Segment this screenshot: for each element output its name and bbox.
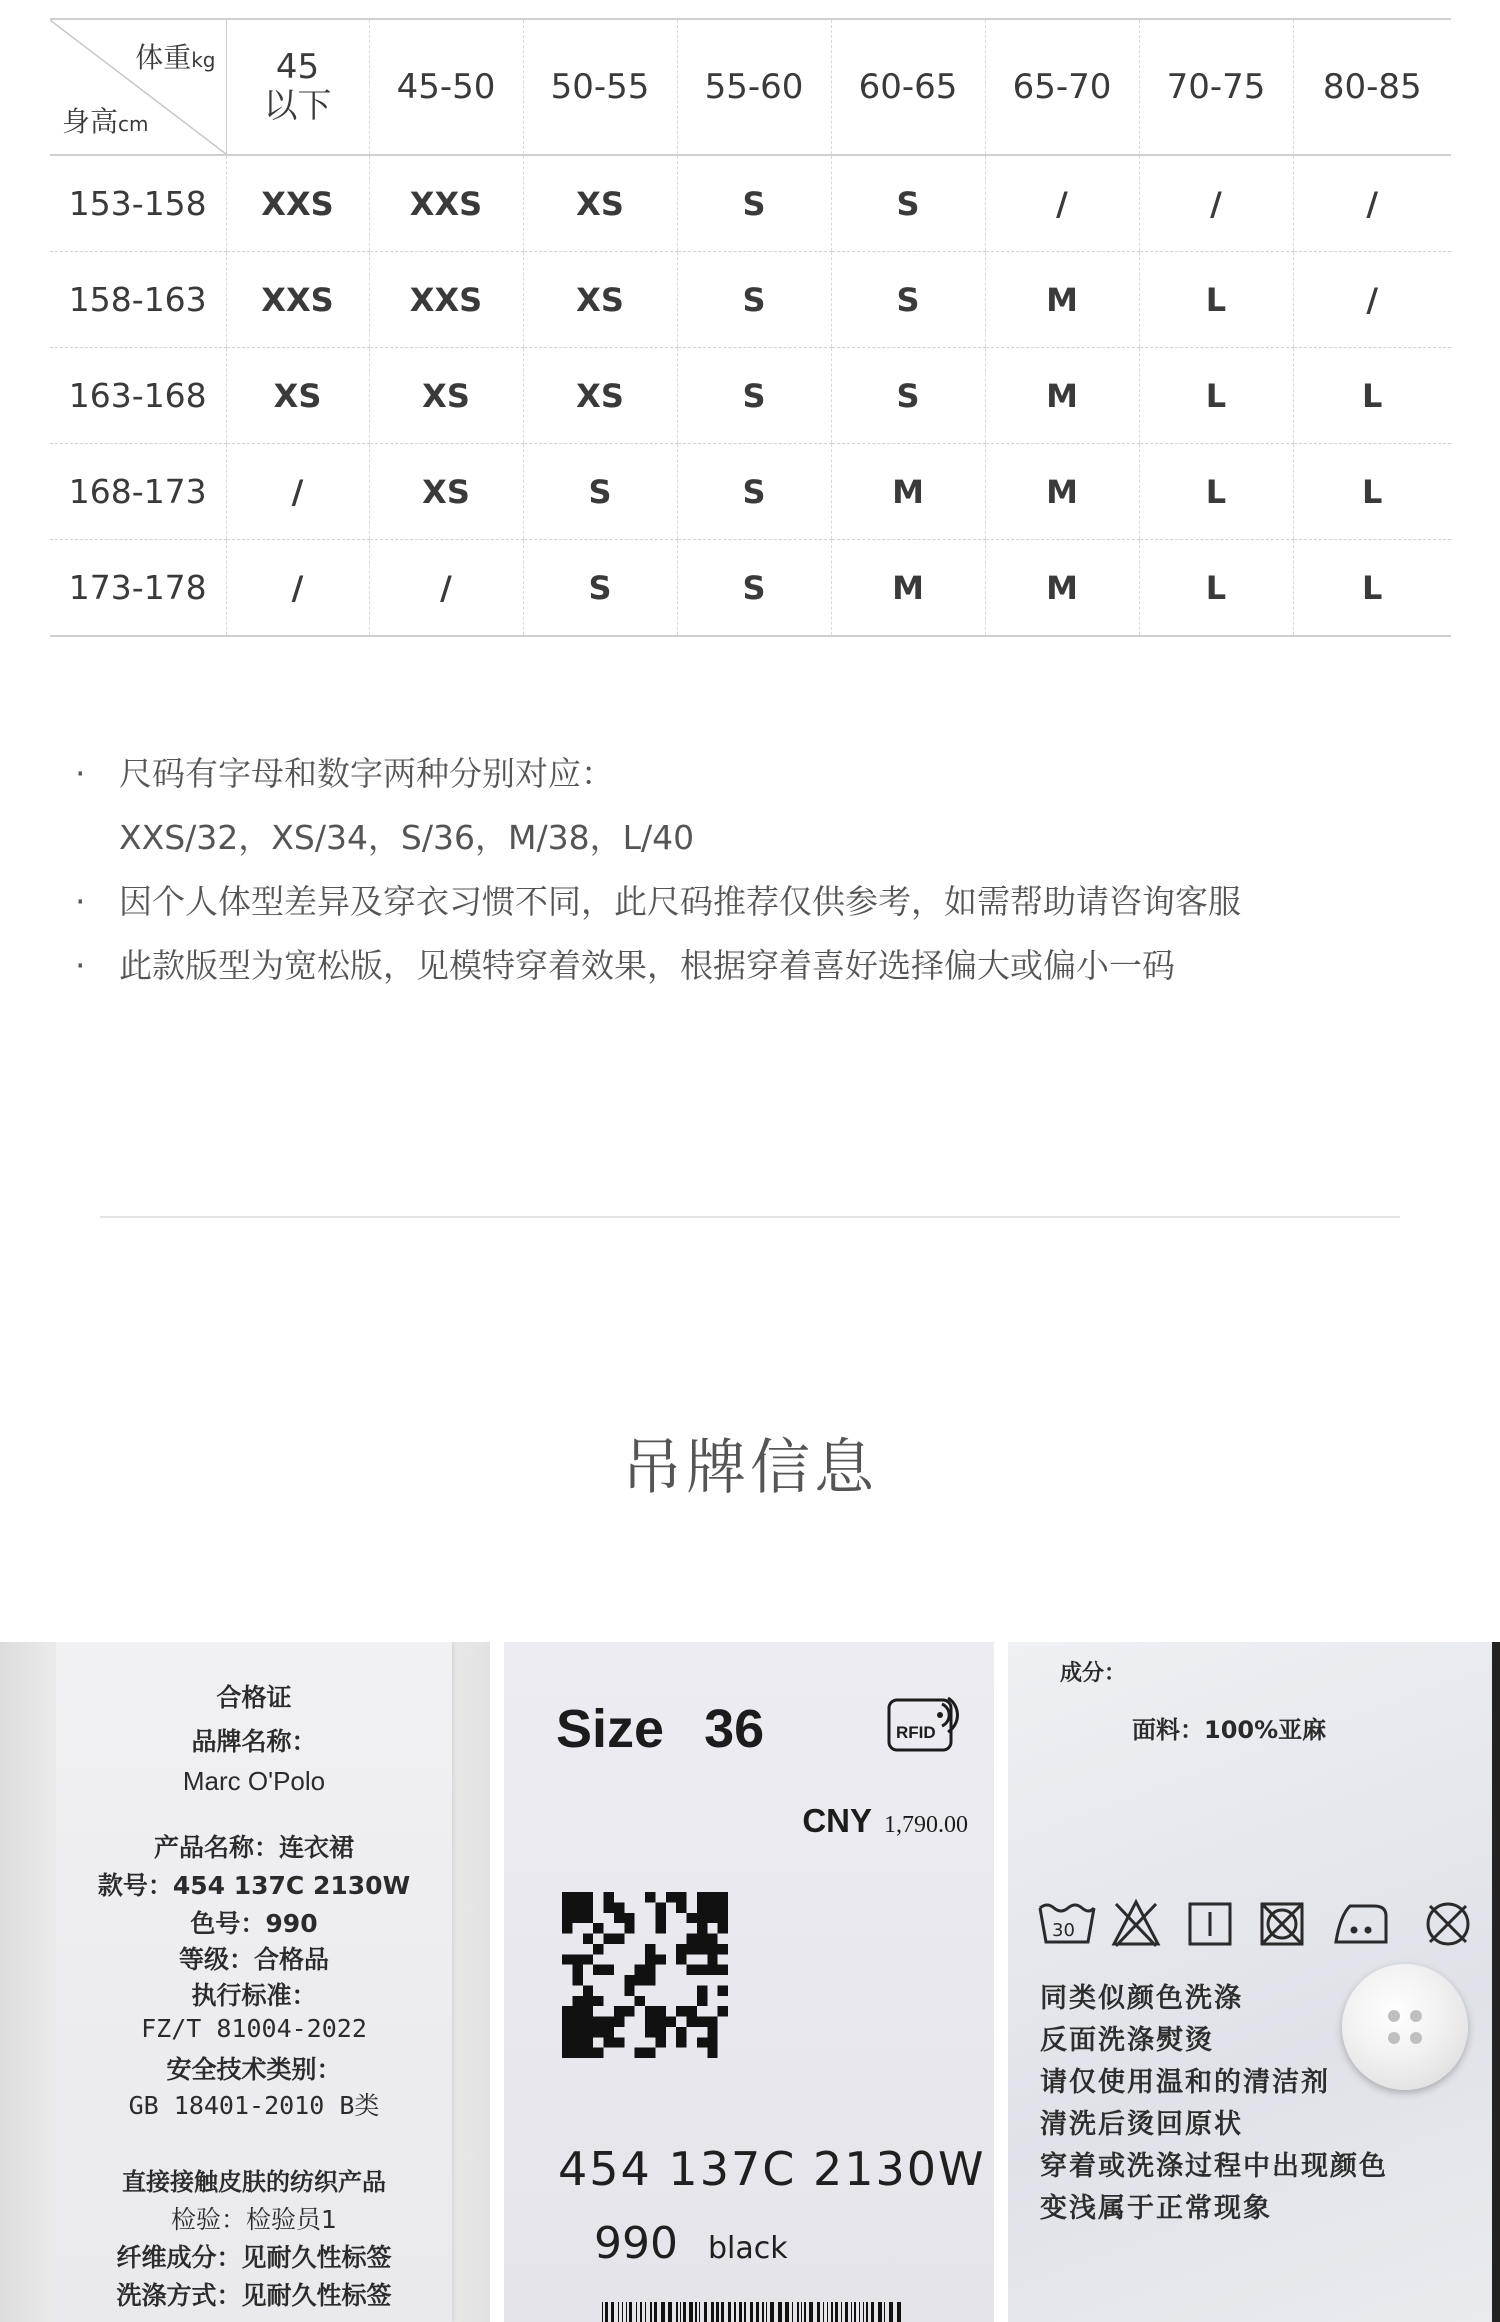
size-cell: / <box>985 155 1139 252</box>
no-bleach-icon <box>1114 1902 1158 1946</box>
size-cell: M <box>985 540 1139 637</box>
table-corner-header <box>50 19 226 155</box>
cert-fiber: 纤维成分：见耐久性标签 <box>116 2243 392 2272</box>
size-cell: M <box>831 444 985 540</box>
care-line: 反面洗涤熨烫 <box>1040 2025 1214 2056</box>
rfid-icon <box>886 1694 970 1756</box>
size-cell: / <box>1293 155 1451 252</box>
size-cell: S <box>677 540 831 637</box>
wash-30-icon <box>1040 1905 1094 1942</box>
note-item <box>75 742 1415 806</box>
size-cell: L <box>1293 348 1451 444</box>
size-cell: L <box>1139 540 1293 637</box>
barcode-icon <box>602 2302 902 2322</box>
cert-title: 合格证 <box>216 1683 292 1712</box>
size-cell: XS <box>369 348 523 444</box>
weight-column-header: 55-60 <box>677 19 831 155</box>
care-label-photo <box>1008 1642 1500 2322</box>
color-line <box>594 2218 788 2269</box>
shirt-button <box>1342 1964 1468 2090</box>
size-cell: M <box>985 252 1139 348</box>
weight-column-header: 65-70 <box>985 19 1139 155</box>
cert-standard: FZ/T 81004-2022 <box>141 2014 367 2043</box>
no-tumble-dry-icon <box>1262 1904 1302 1944</box>
section-title: 吊牌信息 <box>622 1433 878 1503</box>
qr-code-icon <box>562 1892 728 2058</box>
size-cell: XXS <box>369 252 523 348</box>
style-number: 454 137C 2130W <box>558 2142 986 2196</box>
weight-column-header: 50-55 <box>523 19 677 155</box>
size-cell: L <box>1139 348 1293 444</box>
size-cell: XXS <box>226 252 369 348</box>
table-row <box>50 444 1451 540</box>
care-line: 请仅使用温和的清洁剂 <box>1040 2067 1330 2098</box>
height-range-cell: 168-173 <box>50 444 226 540</box>
size-cell: S <box>677 444 831 540</box>
cert-product: 产品名称：连衣裙 <box>153 1833 354 1862</box>
note-text: 尺码有字母和数字两种分别对应： <box>119 754 614 793</box>
size-label: Size <box>556 1699 665 1759</box>
weight-column-header: 70-75 <box>1139 19 1293 155</box>
iron-medium-icon <box>1336 1906 1386 1942</box>
size-cell: XS <box>523 348 677 444</box>
size-cell: S <box>677 155 831 252</box>
size-cell: M <box>985 348 1139 444</box>
size-cell: S <box>831 348 985 444</box>
table-row <box>50 540 1451 637</box>
cert-contact: 直接接触皮肤的纺织产品 <box>122 2168 386 2196</box>
note-size-mapping: XXS/32，XS/34，S/36，M/38，L/40 <box>119 818 695 857</box>
cert-inspector: 检验：检验员1 <box>171 2205 337 2234</box>
height-range-cell: 158-163 <box>50 252 226 348</box>
height-axis-label: 身高cm <box>62 105 149 138</box>
photo-edge <box>1492 1642 1500 2322</box>
care-symbols <box>1036 1894 1486 1954</box>
price-tag-photo <box>504 1642 994 2322</box>
bullet: · <box>75 882 86 921</box>
size-cell: XS <box>523 252 677 348</box>
size-cell: S <box>523 540 677 637</box>
line-dry-icon <box>1190 1904 1230 1944</box>
bullet: · <box>75 754 86 793</box>
size-cell: / <box>1139 155 1293 252</box>
cert-brand-label: 品牌名称： <box>191 1727 317 1756</box>
size-cell: S <box>831 252 985 348</box>
size-cell: L <box>1293 444 1451 540</box>
cert-color: 色号：990 <box>190 1909 318 1938</box>
size-cell: L <box>1293 540 1451 637</box>
currency: CNY <box>802 1802 872 1839</box>
size-cell: S <box>677 348 831 444</box>
fabric-composition: 面料：100%亚麻 <box>1132 1716 1327 1744</box>
size-cell: S <box>677 252 831 348</box>
cert-grade: 等级：合格品 <box>178 1945 329 1974</box>
size-cell: L <box>1139 252 1293 348</box>
cert-brand: Marc O'Polo <box>182 1766 326 1796</box>
price-line <box>802 1802 968 1840</box>
size-cell: / <box>1293 252 1451 348</box>
size-cell: / <box>226 540 369 637</box>
cert-safety: GB 18401-2010 B类 <box>128 2091 380 2120</box>
table-header-row <box>50 19 1451 155</box>
size-cell: / <box>369 540 523 637</box>
tag-size <box>556 1698 764 1760</box>
size-cell: M <box>831 540 985 637</box>
price: 1,790.00 <box>884 1812 968 1838</box>
note-item <box>75 870 1415 934</box>
weight-column-header: 45-50 <box>369 19 523 155</box>
cert-wash: 洗涤方式：见耐久性标签 <box>116 2281 392 2310</box>
note-text: 因个人体型差异及穿衣习惯不同，此尺码推荐仅供参考，如需帮助请咨询客服 <box>119 882 1241 921</box>
composition-label: 成分： <box>1060 1661 1127 1686</box>
table-row <box>50 348 1451 444</box>
height-range-cell: 173-178 <box>50 540 226 637</box>
table-row <box>50 252 1451 348</box>
size-cell: M <box>985 444 1139 540</box>
size-cell: XS <box>226 348 369 444</box>
note-text: 此款版型为宽松版，见模特穿着效果，根据穿着喜好选择偏大或偏小一码 <box>119 946 1175 985</box>
size-notes <box>75 742 1415 998</box>
size-cell: L <box>1139 444 1293 540</box>
size-cell: S <box>831 155 985 252</box>
size-cell: XXS <box>369 155 523 252</box>
care-line: 同类似颜色洗涤 <box>1040 1983 1243 2014</box>
color-number: 990 <box>594 2218 678 2269</box>
size-cell: XS <box>523 155 677 252</box>
cert-standard-label: 执行标准： <box>191 1981 317 2010</box>
no-dry-clean-icon <box>1428 1904 1468 1944</box>
bullet: · <box>75 946 86 985</box>
rfid-text: RFID <box>896 1723 936 1742</box>
weight-column-header: 80-85 <box>1293 19 1451 155</box>
svg-text:30: 30 <box>1052 1920 1075 1941</box>
size-chart-table <box>50 18 1451 637</box>
cert-safety-label: 安全技术类别： <box>166 2055 342 2084</box>
section-divider <box>100 1216 1400 1218</box>
weight-column-header: 60-65 <box>831 19 985 155</box>
certificate-tag-photo <box>0 1642 490 2322</box>
note-item <box>75 934 1415 998</box>
size-cell: / <box>226 444 369 540</box>
weight-column-header: 45 以下 <box>226 19 369 155</box>
cert-style: 款号：454 137C 2130W <box>97 1871 411 1900</box>
size-cell: XXS <box>226 155 369 252</box>
care-line: 清洗后烫回原状 <box>1040 2109 1243 2140</box>
size-cell: XS <box>369 444 523 540</box>
table-row <box>50 155 1451 252</box>
certificate-label <box>56 1642 452 2322</box>
size-table-body <box>50 155 1451 636</box>
size-value: 36 <box>704 1699 765 1759</box>
weight-axis-label: 体重kg <box>135 41 216 74</box>
care-instructions <box>1040 1978 1388 2230</box>
size-cell: S <box>523 444 677 540</box>
height-range-cell: 153-158 <box>50 155 226 252</box>
height-range-cell: 163-168 <box>50 348 226 444</box>
care-line: 穿着或洗涤过程中出现颜色 <box>1040 2151 1388 2182</box>
care-line: 变浅属于正常现象 <box>1040 2193 1272 2224</box>
color-name: black <box>707 2231 788 2266</box>
